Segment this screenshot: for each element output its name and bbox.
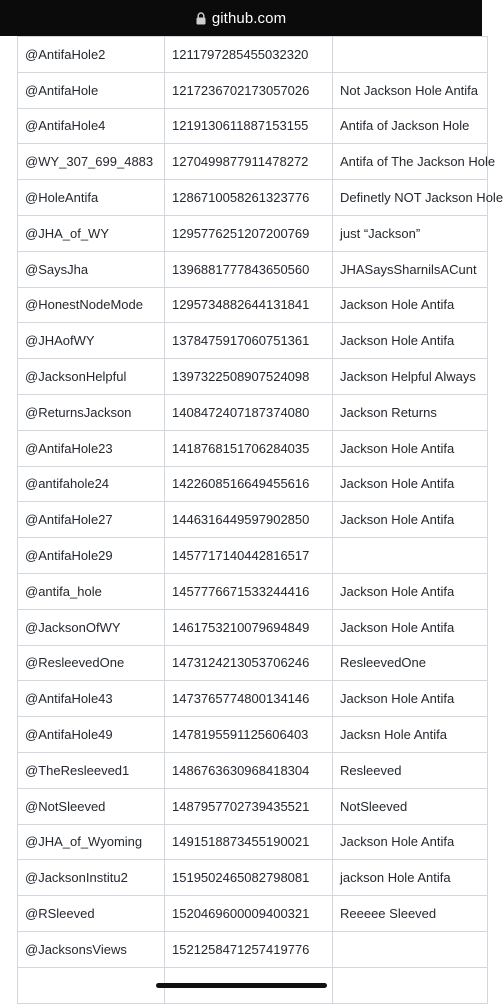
user-id-cell: 1396881777843650560 bbox=[165, 251, 333, 287]
table-row bbox=[18, 37, 488, 73]
table-row bbox=[18, 609, 488, 645]
user-id-cell: 1478195591125606403 bbox=[165, 717, 333, 753]
display-name-cell: Jackson Hole Antifa bbox=[333, 287, 488, 323]
handle-cell: @RSleeved bbox=[18, 896, 165, 932]
user-id-cell: 1418768151706284035 bbox=[165, 430, 333, 466]
display-name-cell bbox=[333, 967, 488, 1003]
handle-cell: @JacksonsViews bbox=[18, 931, 165, 967]
handle-cell: @HoleAntifa bbox=[18, 180, 165, 216]
display-name-cell: Jackson Hole Antifa bbox=[333, 466, 488, 502]
handle-cell: @antifa_hole bbox=[18, 573, 165, 609]
table-row bbox=[18, 717, 488, 753]
display-name-cell: Jackson Hole Antifa bbox=[333, 502, 488, 538]
table-row bbox=[18, 430, 488, 466]
user-id-cell: 1491518873455190021 bbox=[165, 824, 333, 860]
user-id-cell: 1519502465082798081 bbox=[165, 860, 333, 896]
user-id-cell: 1422608516649455616 bbox=[165, 466, 333, 502]
display-name-cell: Jackson Hole Antifa bbox=[333, 609, 488, 645]
display-name-cell: NotSleeved bbox=[333, 788, 488, 824]
table-row bbox=[18, 645, 488, 681]
accounts-table bbox=[17, 36, 503, 1004]
table-row bbox=[18, 502, 488, 538]
table-row bbox=[18, 72, 488, 108]
handle-cell: @ResleevedOne bbox=[18, 645, 165, 681]
display-name-cell: jackson Hole Antifa bbox=[333, 860, 488, 896]
handle-cell: @AntifaHole2 bbox=[18, 37, 165, 73]
handle-cell bbox=[18, 967, 165, 1003]
display-name-cell: Jackson Hole Antifa bbox=[333, 323, 488, 359]
user-id-cell: 1217236702173057026 bbox=[165, 72, 333, 108]
handle-cell: @JHAofWY bbox=[18, 323, 165, 359]
handle-cell: @AntifaHole29 bbox=[18, 538, 165, 574]
url-text: github.com bbox=[211, 9, 287, 27]
user-id-cell: 1219130611887153155 bbox=[165, 108, 333, 144]
table-row bbox=[18, 394, 488, 430]
display-name-cell: Jackson Hole Antifa bbox=[333, 573, 488, 609]
table-row bbox=[18, 144, 488, 180]
user-id-cell: 1520469600009400321 bbox=[165, 896, 333, 932]
table-row bbox=[18, 896, 488, 932]
table-row bbox=[18, 573, 488, 609]
table-row bbox=[18, 860, 488, 896]
table-row bbox=[18, 251, 488, 287]
display-name-cell: Jackson Hole Antifa bbox=[333, 824, 488, 860]
user-id-cell: 1486763630968418304 bbox=[165, 752, 333, 788]
user-id-cell: 1521258471257419776 bbox=[165, 931, 333, 967]
display-name-cell: Definetly NOT Jackson Hole bbox=[333, 180, 488, 216]
handle-cell: @JHA_of_Wyoming bbox=[18, 824, 165, 860]
user-id-cell: 1473765774800134146 bbox=[165, 681, 333, 717]
home-indicator[interactable] bbox=[156, 983, 327, 988]
handle-cell: @AntifaHole4 bbox=[18, 108, 165, 144]
user-id-cell: 1378475917060751361 bbox=[165, 323, 333, 359]
display-name-cell: Antifa of The Jackson Hole bbox=[333, 144, 488, 180]
handle-cell: @antifahole24 bbox=[18, 466, 165, 502]
user-id-cell: 1408472407187374080 bbox=[165, 394, 333, 430]
browser-address-bar[interactable] bbox=[0, 0, 482, 36]
display-name-cell: Reeeee Sleeved bbox=[333, 896, 488, 932]
table-row bbox=[18, 824, 488, 860]
user-id-cell: 1270499877911478272 bbox=[165, 144, 333, 180]
user-id-cell: 1295776251207200769 bbox=[165, 215, 333, 251]
user-id-cell: 1487957702739435521 bbox=[165, 788, 333, 824]
table-row bbox=[18, 180, 488, 216]
handle-cell: @JacksonOfWY bbox=[18, 609, 165, 645]
handle-cell: @HonestNodeMode bbox=[18, 287, 165, 323]
display-name-cell bbox=[333, 931, 488, 967]
table-row bbox=[18, 359, 488, 395]
user-id-cell: 1211797285455032320 bbox=[165, 37, 333, 73]
table-row bbox=[18, 752, 488, 788]
display-name-cell bbox=[333, 538, 488, 574]
display-name-cell: Not Jackson Hole Antifa bbox=[333, 72, 488, 108]
display-name-cell: Jacksn Hole Antifa bbox=[333, 717, 488, 753]
user-id-cell: 1457776671533244416 bbox=[165, 573, 333, 609]
handle-cell: @JacksonHelpful bbox=[18, 359, 165, 395]
user-id-cell: 1446316449597902850 bbox=[165, 502, 333, 538]
table-row bbox=[18, 681, 488, 717]
handle-cell: @JHA_of_WY bbox=[18, 215, 165, 251]
table-row bbox=[18, 931, 488, 967]
handle-cell: @AntifaHole23 bbox=[18, 430, 165, 466]
handle-cell: @ReturnsJackson bbox=[18, 394, 165, 430]
display-name-cell: Resleeved bbox=[333, 752, 488, 788]
table-row bbox=[18, 466, 488, 502]
display-name-cell bbox=[333, 37, 488, 73]
handle-cell: @TheResleeved1 bbox=[18, 752, 165, 788]
handle-cell: @AntifaHole27 bbox=[18, 502, 165, 538]
table-row bbox=[18, 108, 488, 144]
table-row bbox=[18, 215, 488, 251]
table-row bbox=[18, 538, 488, 574]
display-name-cell: Jackson Hole Antifa bbox=[333, 681, 488, 717]
handle-cell: @NotSleeved bbox=[18, 788, 165, 824]
display-name-cell: Antifa of Jackson Hole bbox=[333, 108, 488, 144]
display-name-cell: just “Jackson” bbox=[333, 215, 488, 251]
table-row bbox=[18, 323, 488, 359]
table-row bbox=[18, 287, 488, 323]
handle-cell: @JacksonInstitu2 bbox=[18, 860, 165, 896]
handle-cell: @SaysJha bbox=[18, 251, 165, 287]
table-row bbox=[18, 788, 488, 824]
display-name-cell: JHASaysSharnilsACunt bbox=[333, 251, 488, 287]
user-id-cell: 1295734882644131841 bbox=[165, 287, 333, 323]
handle-cell: @AntifaHole bbox=[18, 72, 165, 108]
url-display[interactable] bbox=[196, 10, 286, 27]
handle-cell: @WY_307_699_4883 bbox=[18, 144, 165, 180]
display-name-cell: Jackson Helpful Always bbox=[333, 359, 488, 395]
lock-icon bbox=[196, 12, 206, 25]
accounts-table-container[interactable] bbox=[0, 36, 503, 1000]
user-id-cell: 1397322508907524098 bbox=[165, 359, 333, 395]
user-id-cell: 1461753210079694849 bbox=[165, 609, 333, 645]
display-name-cell: ResleevedOne bbox=[333, 645, 488, 681]
user-id-cell: 1286710058261323776 bbox=[165, 180, 333, 216]
display-name-cell: Jackson Returns bbox=[333, 394, 488, 430]
handle-cell: @AntifaHole49 bbox=[18, 717, 165, 753]
user-id-cell: 1457717140442816517 bbox=[165, 538, 333, 574]
user-id-cell: 1473124213053706246 bbox=[165, 645, 333, 681]
handle-cell: @AntifaHole43 bbox=[18, 681, 165, 717]
display-name-cell: Jackson Hole Antifa bbox=[333, 430, 488, 466]
